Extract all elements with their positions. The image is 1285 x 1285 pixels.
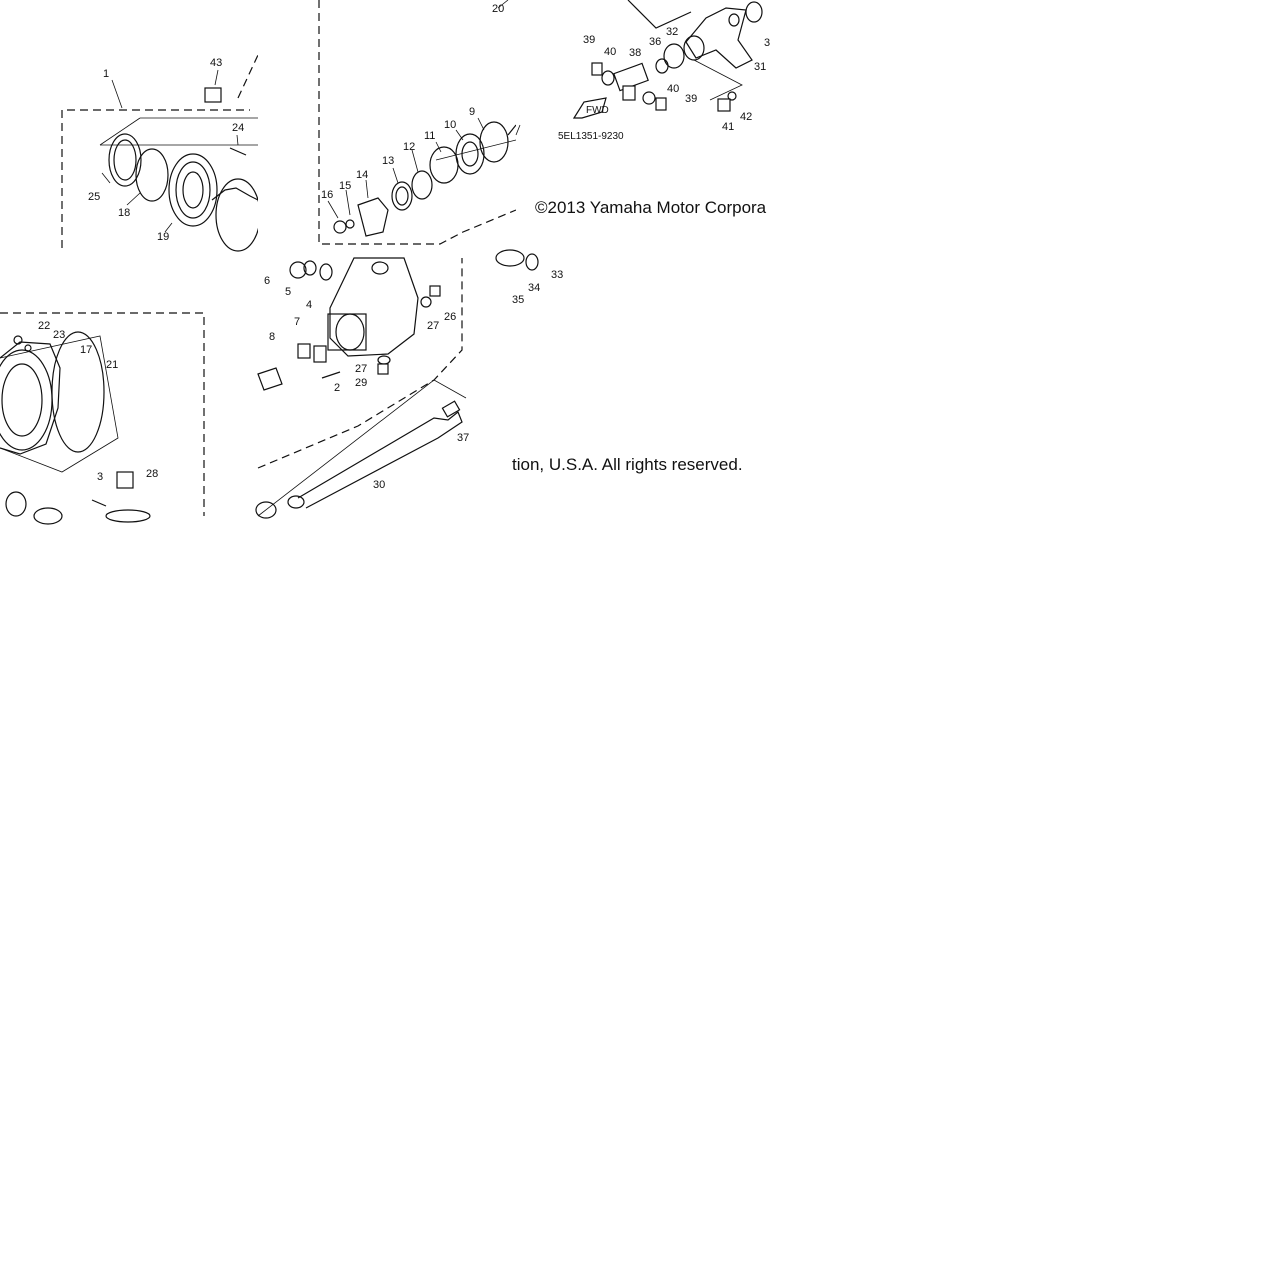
callout-14: 14 bbox=[356, 169, 369, 181]
callout-16: 16 bbox=[321, 189, 334, 201]
callout-41: 41 bbox=[722, 121, 735, 133]
callout-2: 2 bbox=[334, 382, 341, 394]
callout-42: 42 bbox=[740, 111, 753, 123]
callout-9: 9 bbox=[469, 106, 476, 118]
callout-13: 13 bbox=[382, 155, 395, 167]
fwd-label: FWD bbox=[586, 105, 609, 116]
callout-7: 7 bbox=[294, 316, 301, 328]
callout-38: 38 bbox=[629, 47, 642, 59]
callout-10: 10 bbox=[444, 119, 457, 131]
callout-25: 25 bbox=[88, 191, 101, 203]
callout-35: 35 bbox=[512, 294, 525, 306]
callout-21: 21 bbox=[106, 359, 119, 371]
callout-11: 11 bbox=[424, 130, 436, 142]
callout-23: 23 bbox=[53, 329, 66, 341]
callout-39-top: 39 bbox=[583, 34, 596, 46]
diagram-tile-pinion bbox=[258, 0, 516, 258]
shaft-end-drawing bbox=[512, 258, 774, 516]
callout-33: 33 bbox=[551, 269, 564, 281]
callout-27-upper: 27 bbox=[427, 320, 440, 332]
callout-31: 31 bbox=[754, 61, 767, 73]
callout-20: 20 bbox=[492, 3, 505, 15]
callout-43: 43 bbox=[210, 57, 223, 69]
callout-8: 8 bbox=[269, 331, 276, 343]
callout-39-bottom: 39 bbox=[685, 93, 698, 105]
diagram-tile-yoke bbox=[516, 0, 774, 258]
callout-32: 32 bbox=[666, 26, 679, 38]
callout-34: 34 bbox=[528, 282, 541, 294]
callout-6: 6 bbox=[264, 275, 271, 287]
diagram-tile-housing bbox=[258, 258, 516, 516]
copyright-text-part2: tion, U.S.A. All rights reserved. bbox=[512, 455, 743, 474]
cover-drawing bbox=[0, 258, 258, 516]
callout-22: 22 bbox=[38, 320, 51, 332]
callout-18: 18 bbox=[118, 207, 131, 219]
pinion-drawing bbox=[258, 0, 516, 258]
diagram-tile-shaft-end bbox=[512, 258, 774, 516]
callout-15: 15 bbox=[339, 180, 352, 192]
diagram-tile-cover bbox=[0, 258, 258, 516]
callout-4: 4 bbox=[306, 299, 313, 311]
callout-29: 29 bbox=[355, 377, 368, 389]
diagram-code: 5EL1351-9230 bbox=[558, 131, 624, 142]
callout-17: 17 bbox=[80, 344, 93, 356]
callout-36: 36 bbox=[649, 36, 662, 48]
housing-drawing bbox=[258, 258, 516, 516]
callout-24: 24 bbox=[232, 122, 245, 134]
callout-3-top: 3 bbox=[764, 37, 771, 49]
copyright-text-part1: ©2013 Yamaha Motor Corpora bbox=[535, 198, 767, 217]
ring-gear-drawing bbox=[0, 0, 258, 258]
callout-1: 1 bbox=[103, 68, 110, 80]
callout-5: 5 bbox=[285, 286, 292, 298]
callout-37: 37 bbox=[457, 432, 470, 444]
callout-30: 30 bbox=[373, 479, 386, 491]
callout-12: 12 bbox=[403, 141, 416, 153]
callout-3-bottom: 3 bbox=[97, 471, 104, 483]
callout-19: 19 bbox=[157, 231, 170, 243]
yoke-drawing bbox=[516, 0, 774, 258]
callout-40-top: 40 bbox=[604, 46, 617, 58]
callout-28: 28 bbox=[146, 468, 159, 480]
callout-40-bottom: 40 bbox=[667, 83, 680, 95]
callout-27-lower: 27 bbox=[355, 363, 368, 375]
diagram-tile-ring-gear bbox=[0, 0, 258, 258]
callout-26: 26 bbox=[444, 311, 457, 323]
